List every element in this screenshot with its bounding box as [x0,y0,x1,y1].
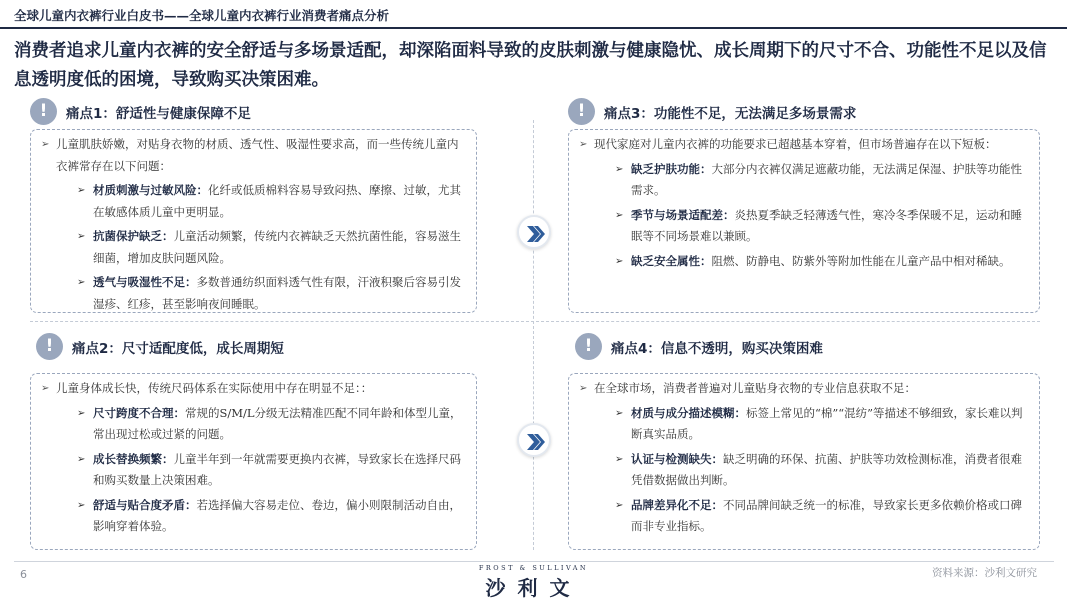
item-title: 认证与检测缺失： [631,451,723,466]
item-title: 舒适与贴合度矛盾： [93,497,197,512]
list-item [579,403,1029,446]
list-item [579,205,1029,248]
item-title: 材质与成分描述模糊： [631,405,746,420]
pain-point-2-box [30,373,477,550]
logo: 沙利文 [485,576,582,600]
list-item [41,403,466,446]
item-title: 成长替换频繁： [93,451,174,466]
horizontal-divider [30,321,1040,322]
item-title: 尺寸跨度不合理： [93,405,185,420]
exclamation-icon: ! [36,333,63,360]
item-text: 若选择偏大容易走位、卷边，偏小则限制活动自由，影响穿着体验。 [93,497,461,533]
list-item [579,251,1029,273]
list-item [41,495,466,538]
list-item [579,495,1029,538]
pain-point-2-heading [36,333,506,361]
double-chevron-right-icon [517,423,551,457]
list-item [41,226,466,269]
item-title: 缺乏安全属性： [631,253,712,268]
item-title: 季节与场景适配差： [631,207,735,222]
item-text: 多数普通纺织面料透气性有限，汗液积聚后容易引发湿疹、红疹，甚至影响夜间睡眠。 [93,275,461,311]
item-title: 材质刺激与过敏风险： [93,183,208,197]
list-item [41,180,466,223]
pain-point-1-intro: ➢ 儿童肌肤娇嫩，对贴身衣物的材质、透气性、吸湿性要求高，而一些传统儿童内衣裤常存在以下问题： [41,134,466,177]
exclamation-icon: ! [575,333,602,360]
exclamation-icon: ! [568,98,595,125]
pain-point-2-intro: ➢ 儿童身体成长快，传统尺码体系在实际使用中存在明显不足：： [41,378,466,400]
item-text: 缺乏明确的环保、抗菌、护肤等功效检测标准，消费者很难凭借数据做出判断。 [631,451,1022,487]
item-text: 标签上常见的“棉”“混纺”等描述不够细致，家长难以判断真实品质。 [631,405,1023,441]
pain-point-3-box [568,129,1040,313]
item-title: 抗菌保护缺乏： [93,229,174,243]
pain-point-1-heading [30,98,500,126]
item-text: 不同品牌间缺乏统一的标准，导致家长更多依赖价格或口碑而非专业指标。 [631,497,1022,533]
item-text: 儿童半年到一年就需要更换内衣裤，导致家长在选择尺码和购买数量上决策困难。 [93,451,461,487]
exclamation-icon: ! [30,98,57,125]
item-text: 阻燃、防静电、防紫外等附加性能在儿童产品中相对稀缺。 [711,253,1011,268]
headline: 消费者追求儿童内衣裤的安全舒适与多场景适配，却深陷面料导致的皮肤刺激与健康隐忧、成长周期下的尺寸不合、功能性不足以及信息透明度低的困境，导致购买决策困难。 [14,41,1047,90]
pain-point-4-heading [575,333,1045,361]
header-rule [0,27,1067,29]
logo-subtitle: FROST & SULLIVAN [478,564,589,572]
pain-point-1-title: 痛点1：舒适性与健康保障不足 [66,106,251,122]
vertical-divider [533,120,534,550]
pain-point-4-box [568,373,1040,550]
pain-point-4-intro: ➢ 在全球市场，消费者普遍对儿童贴身衣物的专业信息获取不足： [579,378,1029,400]
page-number: 6 [20,568,27,581]
item-title: 缺乏护肤功能： [631,161,712,176]
footer-rule [14,561,1054,562]
pain-point-3-heading [568,98,1038,126]
item-text: 大部分内衣裤仅满足遮蔽功能，无法满足保湿、护肤等功能性需求。 [631,161,1022,197]
list-item [41,449,466,492]
item-text: 炎热夏季缺乏轻薄透气性，寒冷冬季保暖不足，运动和睡眠等不同场景难以兼顾。 [631,207,1022,243]
item-text: 化纤或低质棉料容易导致闷热、摩擦、过敏，尤其在敏感体质儿童中更明显。 [93,183,461,219]
pain-point-4-title: 痛点4：信息不透明，购买决策困难 [611,341,823,357]
item-text: 常规的S/M/L分级无法精准匹配不同年龄和体型儿童，常出现过松或过紧的问题。 [93,405,462,441]
report-title: 全球儿童内衣裤行业白皮书——全球儿童内衣裤行业消费者痛点分析 [14,8,390,23]
item-text: 儿童活动频繁，传统内衣裤缺乏天然抗菌性能，容易滋生细菌，增加皮肤问题风险。 [93,229,461,265]
pain-point-3-intro: ➢ 现代家庭对儿童内衣裤的功能要求已超越基本穿着，但市场普遍存在以下短板： [579,134,1029,156]
source-note: 资料来源：沙利文研究 [932,567,1037,579]
pain-point-2-title: 痛点2：尺寸适配度低，成长周期短 [72,341,284,357]
item-title: 品牌差异化不足： [631,497,723,512]
double-chevron-right-icon [517,215,551,249]
pain-point-1-box [30,129,477,313]
item-title: 透气与吸湿性不足： [93,275,197,289]
pain-point-3-title: 痛点3：功能性不足，无法满足多场景需求 [604,106,857,122]
list-item [579,449,1029,492]
list-item [579,159,1029,202]
list-item [41,272,466,315]
